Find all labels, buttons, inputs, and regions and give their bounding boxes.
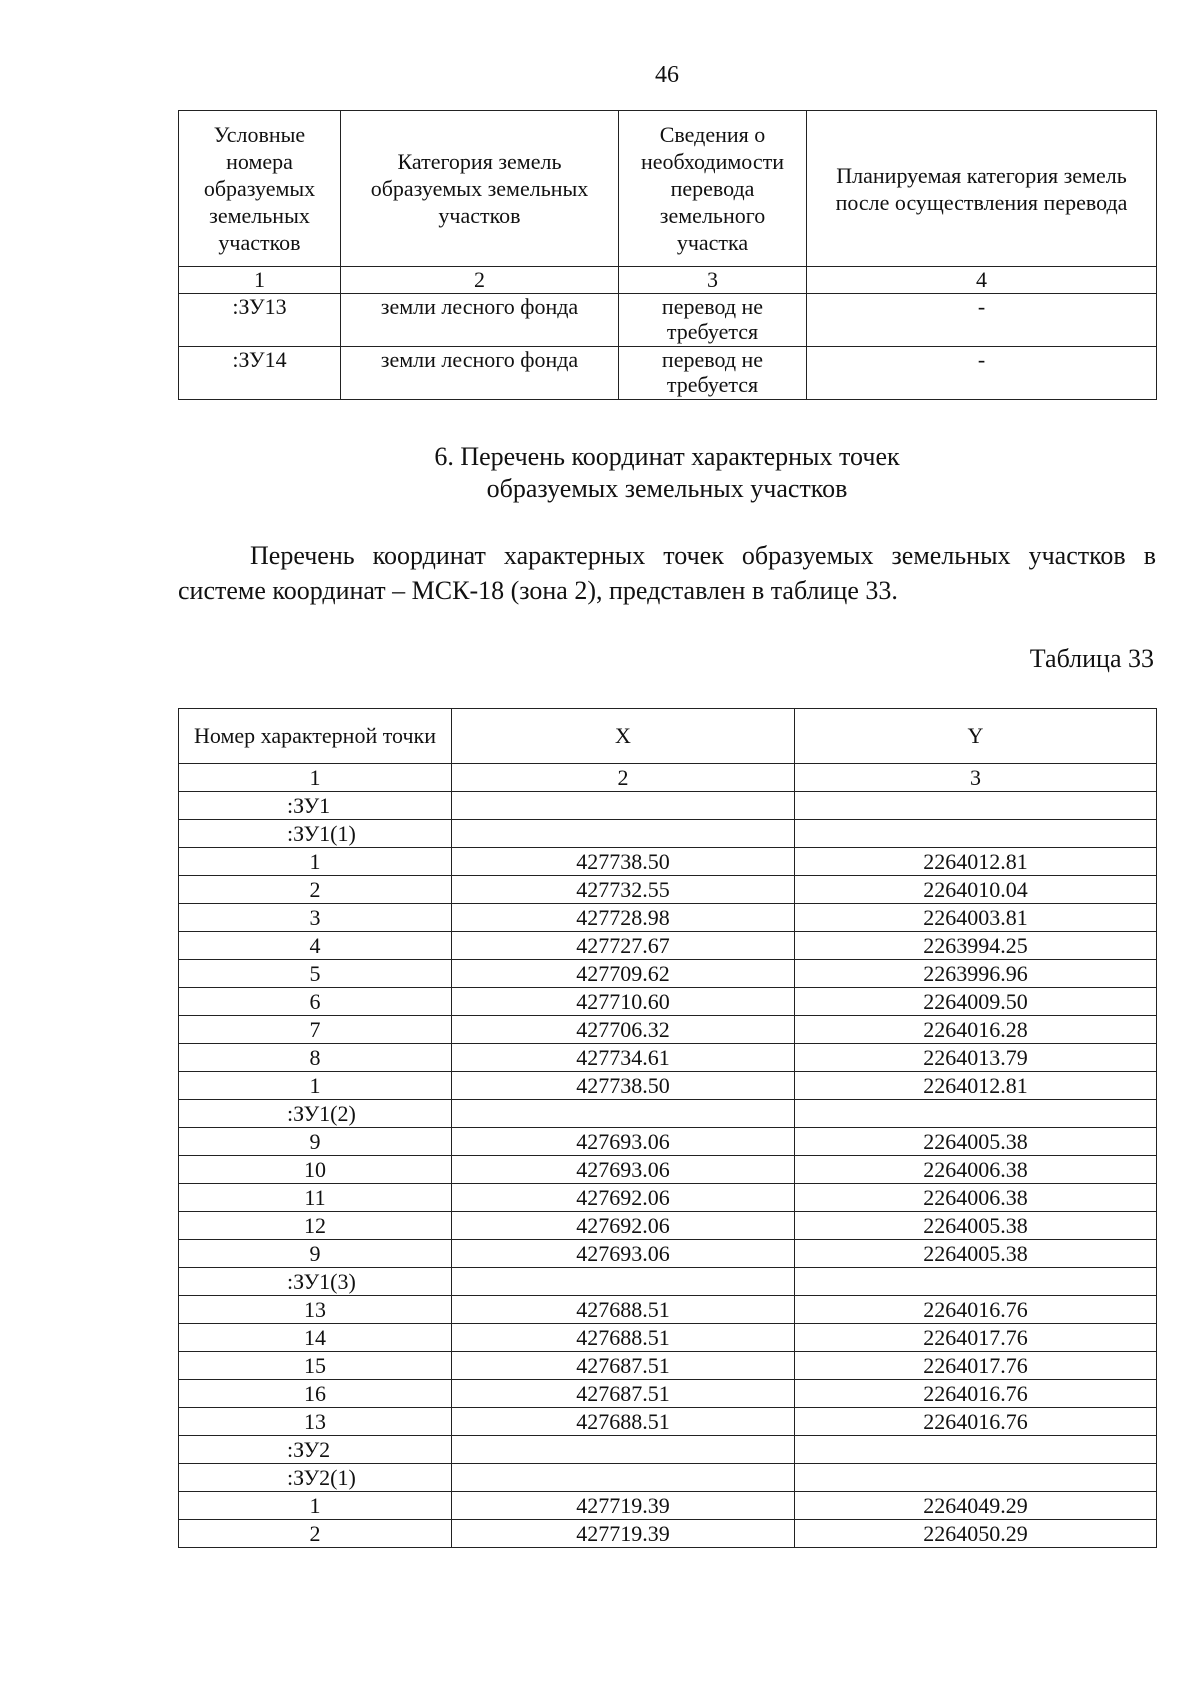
y-coordinate: [795, 820, 1157, 848]
table-row: [179, 1156, 1157, 1184]
x-coordinate: 427692.06: [452, 1212, 795, 1240]
section-title: [0, 441, 1200, 505]
table-row: [179, 1464, 1157, 1492]
table-header-row: [179, 709, 1157, 764]
column-number: 1: [179, 267, 341, 294]
point-number: 13: [179, 1296, 452, 1324]
y-coordinate: 2264012.81: [795, 1072, 1157, 1100]
group-label: :ЗУ2(1): [179, 1464, 452, 1492]
table-row: [179, 1240, 1157, 1268]
header-x: X: [452, 709, 795, 764]
table-cell: перевод не требуется: [619, 347, 807, 400]
table-row: [179, 1212, 1157, 1240]
point-number: 7: [179, 1016, 452, 1044]
x-coordinate: 427709.62: [452, 960, 795, 988]
y-coordinate: 2263996.96: [795, 960, 1157, 988]
y-coordinate: 2264016.76: [795, 1408, 1157, 1436]
point-number: 9: [179, 1128, 452, 1156]
table-cell: :ЗУ13: [179, 294, 341, 347]
table-row: [179, 1324, 1157, 1352]
y-coordinate: 2264017.76: [795, 1352, 1157, 1380]
table-cell: перевод не требуется: [619, 294, 807, 347]
table-row: [179, 1184, 1157, 1212]
column-number: 3: [795, 764, 1157, 792]
y-coordinate: [795, 792, 1157, 820]
y-coordinate: 2264012.81: [795, 848, 1157, 876]
x-coordinate: 427692.06: [452, 1184, 795, 1212]
page-number: 46: [655, 62, 679, 88]
body-paragraph: Перечень координат характерных точек образуемых земельных участков в системе координат – МСК-18 (зона 2), представлен в таблице 33.: [178, 541, 1156, 605]
header-point-number: Номер характерной точки: [179, 709, 452, 764]
table-row: [179, 1352, 1157, 1380]
x-coordinate: 427734.61: [452, 1044, 795, 1072]
section-title-line: образуемых земельных участков: [486, 474, 848, 503]
point-number: 6: [179, 988, 452, 1016]
table-cell: земли лесного фонда: [341, 294, 619, 347]
x-coordinate: 427710.60: [452, 988, 795, 1016]
column-number: 2: [452, 764, 795, 792]
group-label: :ЗУ1(1): [179, 820, 452, 848]
x-coordinate: 427687.51: [452, 1380, 795, 1408]
table-cell: -: [807, 294, 1157, 347]
x-coordinate: 427719.39: [452, 1520, 795, 1548]
point-number: 13: [179, 1408, 452, 1436]
coordinates-table: [178, 708, 1157, 1548]
table-row: [179, 848, 1157, 876]
table-cell: -: [807, 347, 1157, 400]
table-row: [179, 1408, 1157, 1436]
section-title-line: 6. Перечень координат характерных точек: [434, 442, 900, 471]
header-transfer-info: Сведения о необходимости перевода земельного участка: [619, 111, 807, 267]
x-coordinate: 427728.98: [452, 904, 795, 932]
header-land-category: Категория земель образуемых земельных участков: [341, 111, 619, 267]
point-number: 2: [179, 1520, 452, 1548]
point-number: 9: [179, 1240, 452, 1268]
y-coordinate: 2264016.28: [795, 1016, 1157, 1044]
x-coordinate: 427688.51: [452, 1324, 795, 1352]
y-coordinate: [795, 1464, 1157, 1492]
table-header-row: [179, 111, 1157, 267]
coordinates-table-body: [179, 764, 1157, 1548]
point-number: 1: [179, 1072, 452, 1100]
point-number: 3: [179, 904, 452, 932]
table-row: [179, 1492, 1157, 1520]
column-number: 3: [619, 267, 807, 294]
table-row: [179, 1268, 1157, 1296]
table-cell: :ЗУ14: [179, 347, 341, 400]
table-row: [179, 1072, 1157, 1100]
table-row: [179, 1044, 1157, 1072]
group-label: :ЗУ1: [179, 792, 452, 820]
group-label: :ЗУ1(3): [179, 1268, 452, 1296]
table-row: [179, 347, 1157, 400]
table-row: [179, 932, 1157, 960]
y-coordinate: 2264005.38: [795, 1240, 1157, 1268]
x-coordinate: [452, 1464, 795, 1492]
table-row: [179, 1520, 1157, 1548]
land-category-table: [178, 110, 1157, 400]
x-coordinate: 427687.51: [452, 1352, 795, 1380]
x-coordinate: 427688.51: [452, 1296, 795, 1324]
point-number: 11: [179, 1184, 452, 1212]
table-caption: Таблица 33: [1029, 644, 1154, 673]
column-number: 4: [807, 267, 1157, 294]
y-coordinate: 2264050.29: [795, 1520, 1157, 1548]
table-row: [179, 1100, 1157, 1128]
y-coordinate: 2264016.76: [795, 1380, 1157, 1408]
column-number-row: [179, 764, 1157, 792]
y-coordinate: 2264005.38: [795, 1128, 1157, 1156]
x-coordinate: 427706.32: [452, 1016, 795, 1044]
table-row: [179, 1016, 1157, 1044]
header-planned-category: Планируемая категория земель после осуществления перевода: [807, 111, 1157, 267]
point-number: 16: [179, 1380, 452, 1408]
point-number: 4: [179, 932, 452, 960]
table-row: [179, 1128, 1157, 1156]
table-row: [179, 904, 1157, 932]
y-coordinate: 2264013.79: [795, 1044, 1157, 1072]
y-coordinate: 2264005.38: [795, 1212, 1157, 1240]
table-row: [179, 792, 1157, 820]
y-coordinate: 2264010.04: [795, 876, 1157, 904]
table-row: [179, 876, 1157, 904]
point-number: 2: [179, 876, 452, 904]
table-row: [179, 1380, 1157, 1408]
header-plot-number: Условные номера образуемых земельных участков: [179, 111, 341, 267]
point-number: 14: [179, 1324, 452, 1352]
table-row: [179, 1436, 1157, 1464]
column-number-row: [179, 267, 1157, 294]
x-coordinate: 427693.06: [452, 1128, 795, 1156]
point-number: 5: [179, 960, 452, 988]
x-coordinate: [452, 1268, 795, 1296]
y-coordinate: [795, 1268, 1157, 1296]
y-coordinate: 2264006.38: [795, 1156, 1157, 1184]
group-label: :ЗУ2: [179, 1436, 452, 1464]
y-coordinate: 2264016.76: [795, 1296, 1157, 1324]
column-number: 2: [341, 267, 619, 294]
point-number: 1: [179, 1492, 452, 1520]
y-coordinate: [795, 1436, 1157, 1464]
x-coordinate: 427693.06: [452, 1156, 795, 1184]
y-coordinate: 2264003.81: [795, 904, 1157, 932]
x-coordinate: 427693.06: [452, 1240, 795, 1268]
table-row: [179, 960, 1157, 988]
y-coordinate: 2264009.50: [795, 988, 1157, 1016]
x-coordinate: [452, 1436, 795, 1464]
y-coordinate: 2264049.29: [795, 1492, 1157, 1520]
point-number: 8: [179, 1044, 452, 1072]
table-row: [179, 820, 1157, 848]
header-y: Y: [795, 709, 1157, 764]
x-coordinate: [452, 792, 795, 820]
x-coordinate: [452, 820, 795, 848]
x-coordinate: 427732.55: [452, 876, 795, 904]
x-coordinate: 427727.67: [452, 932, 795, 960]
table-row: [179, 1296, 1157, 1324]
point-number: 12: [179, 1212, 452, 1240]
y-coordinate: [795, 1100, 1157, 1128]
group-label: :ЗУ1(2): [179, 1100, 452, 1128]
x-coordinate: 427719.39: [452, 1492, 795, 1520]
x-coordinate: 427738.50: [452, 1072, 795, 1100]
x-coordinate: 427688.51: [452, 1408, 795, 1436]
x-coordinate: [452, 1100, 795, 1128]
y-coordinate: 2263994.25: [795, 932, 1157, 960]
point-number: 1: [179, 848, 452, 876]
table-cell: земли лесного фонда: [341, 347, 619, 400]
x-coordinate: 427738.50: [452, 848, 795, 876]
table-row: [179, 988, 1157, 1016]
y-coordinate: 2264017.76: [795, 1324, 1157, 1352]
table-row: [179, 294, 1157, 347]
y-coordinate: 2264006.38: [795, 1184, 1157, 1212]
column-number: 1: [179, 764, 452, 792]
point-number: 10: [179, 1156, 452, 1184]
point-number: 15: [179, 1352, 452, 1380]
